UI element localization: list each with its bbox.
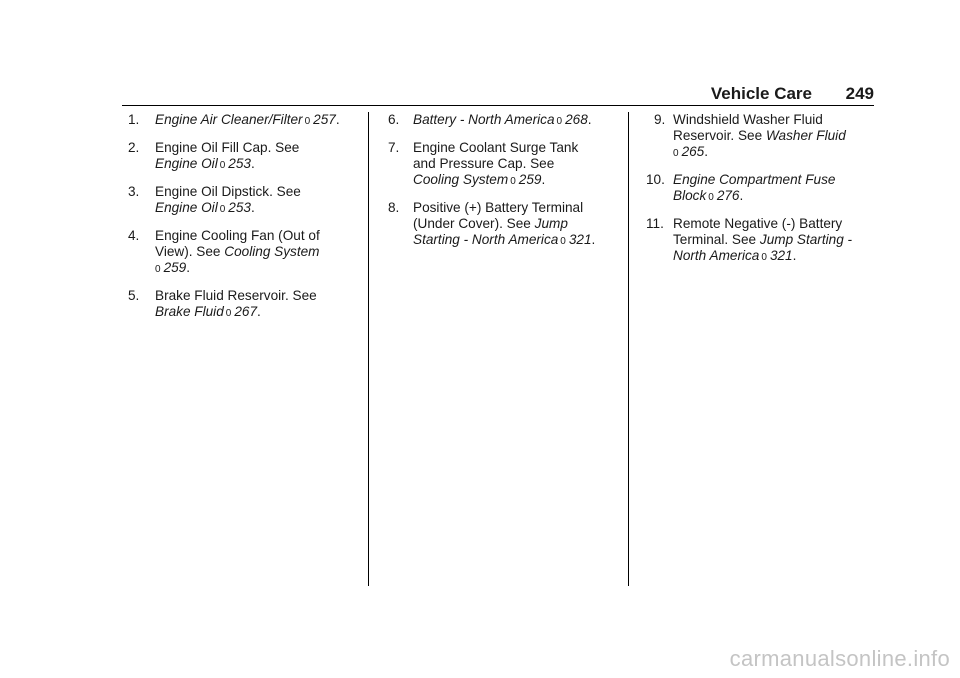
item-number: 3. [128, 184, 140, 199]
page-ref[interactable]: 265 [681, 144, 705, 159]
item-number: 9. [654, 112, 666, 127]
reference-link[interactable]: Engine Air Cleaner/Filter [155, 112, 303, 127]
list-item: 9. Windshield Washer Fluid Reservoir. See Washer Fluid 0 265. [646, 112, 874, 162]
list-item: 7. Engine Coolant Surge Tank and Pressure Cap. See Cooling System 0 259. [388, 140, 579, 187]
item-text: Engine Oil Fill Cap. See [155, 140, 300, 155]
reference-link[interactable]: Washer Fluid [765, 128, 846, 143]
item-text: Engine Cooling Fan (Out of [155, 228, 320, 243]
list-item: 5. Brake Fluid Reservoir. See Brake Fluid 0 267. [128, 288, 317, 319]
item-text: Positive (+) Battery Terminal [413, 200, 584, 215]
page-ref[interactable]: 268 [565, 112, 588, 127]
list-item: 4. Engine Cooling Fan (Out of View). See Cooling System 0 259. [128, 228, 320, 275]
page-ref[interactable]: 259 [518, 172, 542, 187]
item-text: Windshield Washer Fluid [673, 112, 823, 127]
page-ref-icon: 0 [304, 116, 311, 127]
watermark: carmanualsonline.info [729, 646, 950, 671]
page-ref-icon: 0 [673, 148, 679, 159]
item-text: Terminal. See [673, 232, 757, 247]
page-ref-icon: 0 [708, 192, 714, 203]
item-text: and Pressure Cap. See [413, 156, 555, 171]
page-ref-icon: 0 [556, 116, 563, 127]
page-ref[interactable]: 267 [234, 304, 258, 319]
page-ref[interactable]: 259 [163, 260, 187, 275]
column-2 [388, 112, 620, 260]
reference-link[interactable]: Brake Fluid [155, 304, 224, 319]
item-number: 2. [128, 140, 140, 155]
page-number: 249 [845, 84, 874, 103]
page-ref[interactable]: 253 [228, 156, 251, 171]
item-number: 6. [388, 112, 400, 127]
page-ref-icon: 0 [155, 264, 161, 275]
item-number: 4. [128, 228, 140, 243]
page-ref-icon: 0 [560, 236, 566, 247]
item-text: View). See [155, 244, 221, 259]
reference-link[interactable]: Engine Oil [155, 200, 218, 215]
column-3 [646, 112, 874, 276]
page-header [122, 80, 874, 106]
item-text: Brake Fluid Reservoir. See [155, 288, 317, 303]
item-text: (Under Cover). See [413, 216, 531, 231]
list-item: 3. Engine Oil Dipstick. See Engine Oil 0 253. [128, 184, 301, 215]
reference-link[interactable]: Jump Starting - [759, 232, 853, 247]
list-item: 11. Remote Negative (-) Battery Terminal. See Jump Starting - North America 0 321. [646, 216, 853, 263]
page-ref[interactable]: 257 [313, 112, 336, 127]
reference-link[interactable]: Jump [534, 216, 568, 231]
reference-link[interactable]: Engine Compartment Fuse [673, 172, 836, 187]
item-text: Remote Negative (-) Battery [673, 216, 843, 231]
item-text: Reservoir. See [673, 128, 763, 143]
section-title: Vehicle Care [710, 84, 812, 103]
column-divider [368, 112, 369, 586]
column-divider [628, 112, 629, 586]
list-item: 10. Engine Compartment Fuse Block 0 276. [646, 172, 836, 203]
item-text: Engine Oil Dipstick. See [155, 184, 301, 199]
page-ref[interactable]: 321 [769, 248, 793, 263]
column-1 [128, 112, 364, 332]
page-ref-icon: 0 [219, 160, 226, 171]
page-ref[interactable]: 253 [228, 200, 251, 215]
item-number: 7. [388, 140, 400, 155]
item-number: 11. [646, 216, 664, 231]
page-ref[interactable]: 321 [568, 232, 592, 247]
page-ref-icon: 0 [510, 176, 516, 187]
page-ref-icon: 0 [225, 308, 232, 319]
list-item: 2. Engine Oil Fill Cap. See Engine Oil 0 253. [128, 140, 300, 171]
item-number: 8. [388, 200, 400, 215]
list-item: 6. Battery - North America 0 268. [388, 112, 592, 127]
reference-link[interactable]: North America [673, 248, 760, 263]
list-item: 8. Positive (+) Battery Terminal (Under Cover). See Jump Starting - North America 0 321. [388, 200, 596, 247]
list-item: 1. Engine Air Cleaner/Filter 0 257. [128, 112, 340, 127]
page-ref[interactable]: 276 [716, 188, 740, 203]
page-ref-icon: 0 [219, 204, 226, 215]
reference-link[interactable]: Cooling System [224, 244, 320, 259]
reference-link[interactable]: Battery - North America [413, 112, 555, 127]
item-text: Engine Coolant Surge Tank [413, 140, 579, 155]
reference-link[interactable]: Engine Oil [155, 156, 218, 171]
item-number: 5. [128, 288, 140, 303]
item-number: 1. [128, 112, 140, 127]
page-ref-icon: 0 [761, 252, 767, 263]
reference-link[interactable]: Starting - North America [413, 232, 559, 247]
item-number: 10. [646, 172, 665, 187]
reference-link[interactable]: Block [673, 188, 707, 203]
reference-link[interactable]: Cooling System [413, 172, 509, 187]
